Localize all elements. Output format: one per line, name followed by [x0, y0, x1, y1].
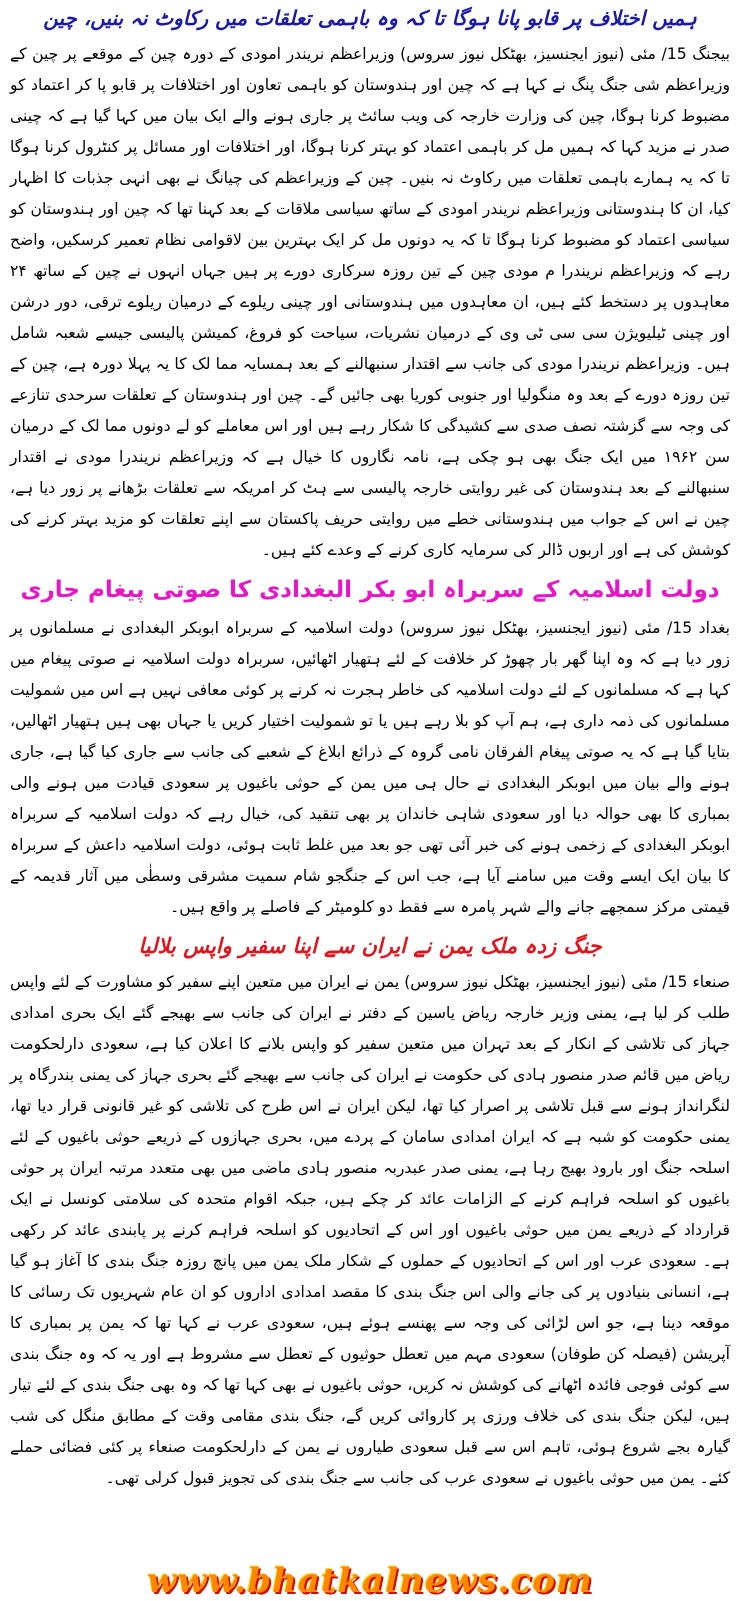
article-baghdadi [10, 576, 730, 923]
article-china [10, 6, 730, 566]
article-yemen [10, 933, 730, 1494]
article-body-yemen: صنعاء 15/ مئی (نیوز ایجنسیز، بھٹکل نیوز سروس) یمن نے ایران میں متعین اپنے سفیر کو مشاورت کے لئے واپس طلب کر لیا ہے، یمنی وزیر خارجہ ریاض یاسین کے دفتر نے ایران کی جانب سے بھیجے گئے ایک بحری امدادی جہاز کی تلاشی کے انکار کے بعد تہران میں متعین سفیر کو واپس بلانے کا اعلان کیا ہے، سعودی دارلحکومت ریاض میں قائم صدر منصور ہادی کی حکومت نے ایران کی جانب سے بھیجے گئے بحری جہاز کی یمنی بندرگاہ پر لنگرانداز ہونے سے قبل تلاشی پر اصرار کیا تھا، لیکن ایران نے اس طرح کی تلاشی کو غیر قانونی قرار دیا تھا، یمنی حکومت کو شبہ ہے کہ ایران امدادی سامان کے پردے میں، بحری جہازوں کے ذریعے حوثی باغیوں کے لئے اسلحہ جنگ اور بارود بھیج رہا ہے، یمنی صدر عبدربہ منصور ہادی ماضی میں بھی متعدد مرتبہ ایران پر حوثی باغیوں کو اسلحہ فراہم کرنے کے الزامات عائد کر چکے ہیں، جبکہ اقوام متحدہ کی سلامتی کونسل نے ایک قرارداد کے ذریعے یمن میں حوثی باغیوں اور اس کے اتحادیوں کو اسلحہ فراہم کرنے پر پابندی عائد کر رکھی ہے۔ سعودی عرب اور اس کے اتحادیوں کے حملوں کے شکار ملک یمن میں پانچ روزہ جنگ بندی کا آغاز ہو گیا ہے، انسانی بنیادوں پر کی جانے والی اس جنگ بندی کا مقصد امدادی اداروں کو ان عام شہریوں تک رسائی کا موقعہ دینا ہے، جو اس لڑائی کی وجہ سے پھنسے ہوئے ہیں، سعودی عرب نے کہا تھا کہ یمن پر بمباری کا آپریشن (فیصلہ کن طوفان) سعودی مہم میں تعطل حوثیوں کے تعطل سے مشروط ہے اور یہ کہ وہ جنگ بندی سے کوئی فوجی فائدہ اٹھانے کی کوشش نہ کریں، حوثی باغیوں نے بھی کہا تھا کہ وہ بھی جنگ بندی کے لئے تیار ہیں، لیکن جنگ بندی کی خلاف ورزی پر کاروائی کریں گے، جنگ بندی مقامی وقت کے مطابق منگل کی شب گیارہ بجے شروع ہوئی، تاہم اس سے قبل سعودی طیاروں نے یمن کے دارلحکومت صنعاء پر کئی فضائی حملے کئے۔ یمن میں حوثی باغیوں نے سعودی عرب کی جانب سے جنگ بندی کی تجویز قبول کرلی تھی۔ [10, 973, 730, 1487]
site-url-logo: www.bhatkalnews.com [147, 1561, 593, 1601]
article-title-china: ہمیں اختلاف پر قابو پانا ہوگا تا کہ وہ باہمی تعلقات میں رکاوٹ نہ بنیں، چین [43, 6, 697, 30]
article-body-china: بیجنگ 15/ مئی (نیوز ایجنسیز، بھٹکل نیوز سروس) وزیراعظم نریندر امودی کے دورہ چین کے موقعے پر چین کے وزیراعظم شی جنگ پنگ نے کہا ہے کہ چین اور ہندوستان کو باہمی تعاون اور اختلافات پر قابو پا کر اعتماد کو مضبوط کرنا ہوگا، چین کی وزارت خارجہ کی ویب سائٹ پر جاری ہونے والے ایک بیان میں کہا گیا ہے کہ چینی صدر نے مزید کہا کہ ہمیں مل کر باہمی اعتماد کو بہتر کرنا ہوگا، اور اختلافات اور مسائل پر کنٹرول کرنا ہوگا تا کہ یہ ہمارے باہمی تعلقات میں رکاوٹ نہ بنیں۔ چین کے وزیراعظم کی چیانگ نے بھی انہی جذبات کا اظہار کیا، ان کا ہندوستانی وزیراعظم نریندر امودی کے ساتھ سیاسی ملاقات کے بعد کہنا تھا کہ چین اور ہندوستان کو سیاسی اعتماد کو مضبوط کرنا ہوگا تا کہ یہ دونوں مل کر ایک بہترین بین لاقوامی نظام تعمیر کرسکیں، واضح رہے کہ وزیراعظم نریندرا م مودی چین کے تین روزہ سرکاری دورے پر ہیں جہاں انہوں نے چین کے ساتھ ۲۴ معاہدوں پر دستخط کئے ہیں، ان معاہدوں میں ہندوستانی اور چینی ریلوے کے درمیان ریلوے ترقی، دور درشن اور چینی ٹیلیویژن سی سی ٹی وی کے درمیان نشریات، سیاحت کو فروغ، کمیشن پالیسی جیسے شعبہ شامل ہیں۔ وزیراعظم نریندرا مودی کی جانب سے اقتدار سنبھالنے کے بعد ہمسایہ مما لک کا یہ پہلا دورہ ہے، چین کے تین روزہ دورے کے بعد وہ منگولیا اور جنوبی کوریا بھی جائیں گے۔ چین اور ہندوستان کے تعلقات سرحدی تنازعے کی وجہ سے گزشتہ نصف صدی سے کشیدگی کا شکار رہے ہیں اور اس معاملے کو لے دونوں مما لک کے درمیان سن ۱۹۶۲ میں ایک جنگ بھی ہو چکی ہے، نامہ نگاروں کا خیال ہے کہ وزیراعظم نریندرا مودی نے اقتدار سنبھالنے کے بعد ہندوستان کی غیر روایتی خارجہ پالیسی سے ہٹ کر امریکہ سے تعلقات بڑھانے پر زور دیا ہے، چین نے اس کے جواب میں ہندوستانی خطے میں روایتی حریف پاکستان سے اپنے تعلقات کو مزید بہتر کرنے کی کوشش کی ہے اور اربوں ڈالر کی سرمایہ کاری کرنے کے وعدے کئے ہیں۔ [10, 45, 730, 559]
article-title-yemen: جنگ زدہ ملک یمن نے ایران سے اپنا سفیر واپس بلالیا [138, 933, 602, 958]
article-body-baghdadi: بغداد 15/ مئی (نیوز ایجنسیز، بھٹکل نیوز سروس) دولت اسلامیہ کے سربراہ ابوبکر البغدادی نے مسلمانوں پر زور دیا ہے کہ وہ اپنا گھر بار چھوڑ کر خلافت کے لئے ہتھیار اٹھائیں، سربراہ دولت اسلامیہ نے صوتی پیغام میں کہا ہے کہ مسلمانوں کے لئے دولت اسلامیہ کی خاطر ہجرت نہ کرنے پر کوئی معافی نہیں ہے اس میں شمولیت مسلمانوں کی ذمہ داری ہے، ہم آپ کو بلا رہے ہیں یا تو شمولیت اختیار کریں یا جہاں بھی ہیں ہتھیار اٹھالیں، بتایا گیا ہے کہ یہ صوتی پیغام الفرقان نامی گروہ کے ذرائع ابلاغ کے شعبے کی جانب سے جاری کیا گیا ہے، جاری ہونے والے بیان میں ابوبکر البغدادی نے حال ہی میں یمن کے حوثی باغیوں پر سعودی قیادت میں ہونے والی بمباری کا بھی حوالہ دیا اور سعودی شاہی خاندان پر بھی تنقید کی، خیال رہے کہ دولت اسلامیہ کے سربراہ ابوبکر البغدادی کے زخمی ہونے کی خبر آئی تھی جو بعد میں غلط ثابت ہوئی، دولت اسلامیہ داعش کے سربراہ کا بیان ایک ایسے وقت میں سامنے آیا ہے، جب اس کے جنگجو شام سمیت مشرقی وسطٰی میں آثار قدیمہ کے قیمتی مرکز سمجھے جانے والے شہر پامرہ سے فقط دو کلومیٹر کے فاصلے پر واقع ہیں۔ [10, 618, 730, 916]
article-title-baghdadi: دولت اسلامیہ کے سربراہ ابو بکر البغدادی کا صوتی پیغام جاری [20, 577, 720, 603]
footer-watermark [0, 1562, 740, 1600]
